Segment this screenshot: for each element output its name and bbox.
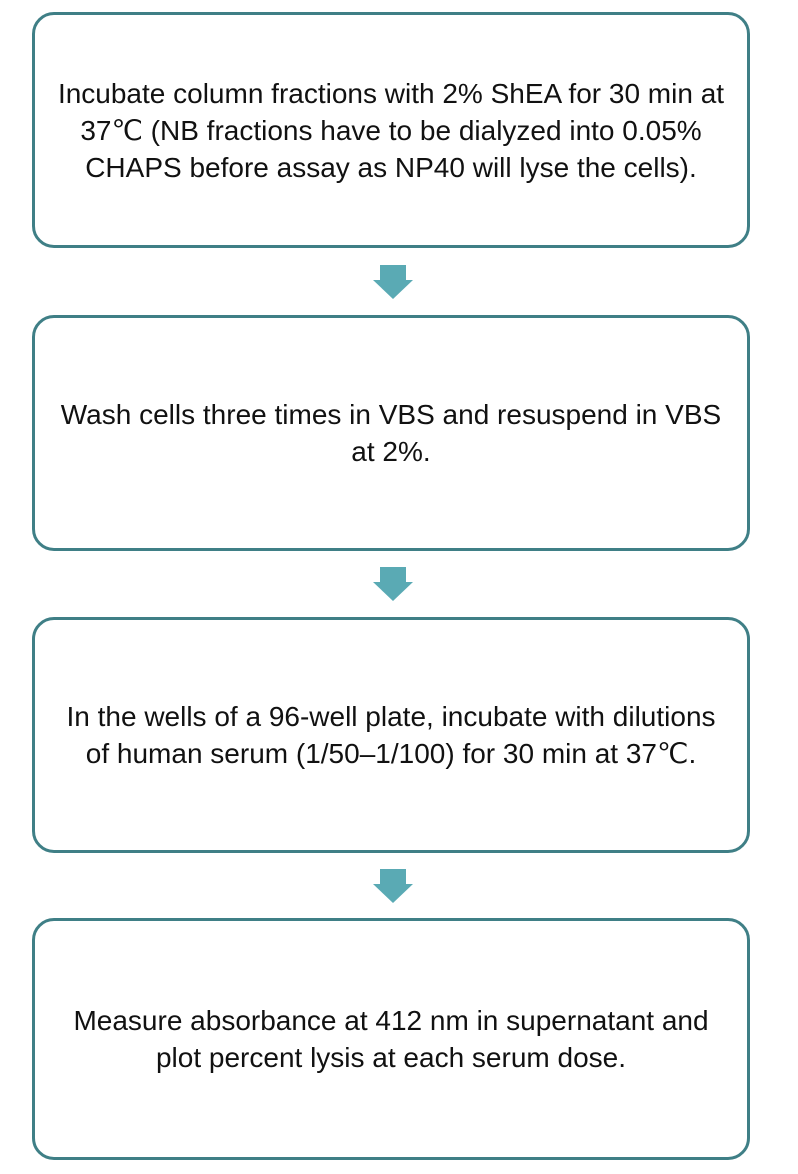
step-2-text: Wash cells three times in VBS and resuspend in VBS at 2%. — [60, 399, 722, 467]
down-arrow-icon — [373, 869, 413, 903]
step-4-box — [32, 918, 750, 1160]
step-1-text: Incubate column fractions with 2% ShEA for 30 min at 37℃ (NB fractions have to be dialyzed into 0.05% CHAPS before assay as NP40 will lyse the cells). — [57, 77, 725, 183]
down-arrow-icon — [373, 567, 413, 601]
step-4-text: Measure absorbance at 412 nm in supernatant and plot percent lysis at each serum dose. — [73, 1005, 709, 1073]
step-2-box — [32, 315, 750, 551]
down-arrow-icon — [373, 265, 413, 299]
step-3-box — [32, 617, 750, 853]
step-1-box — [32, 12, 750, 248]
step-3-text: In the wells of a 96-well plate, incubate with dilutions of human serum (1/50–1/100) for 30 min at 37℃. — [66, 701, 716, 769]
